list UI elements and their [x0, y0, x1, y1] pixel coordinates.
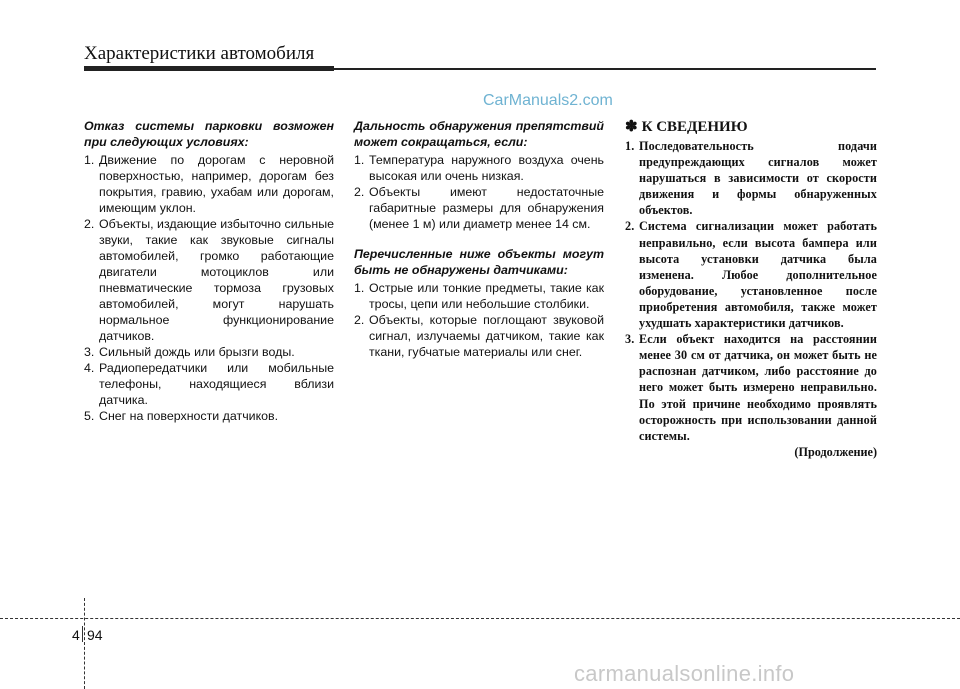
watermark-carmanuals2[interactable]: CarManuals2.com — [483, 92, 613, 109]
list-item: 1. Острые или тонкие предметы, такие как тросы, цепи или небольшие столбики. — [354, 281, 604, 311]
list-item: 2. Система сигнализации может работать неправильно, если высота бампера или высота установки датчика была изменена. Любое дополнительное оборудование, установленное после приобретения автомобиля, также может ухудшать характеристики датчиков. — [625, 219, 877, 331]
column-detection-range — [354, 118, 604, 360]
list-item: 2. Объекты, издающие избыточно сильные звуки, такие как звуковые сигналы автомобилей, громко работающие двигатели мотоциклов или пневматические тормоза грузовых автомобилей, могут нарушать нормальное функционирование датчиков. — [84, 217, 334, 343]
failure-conditions-list — [84, 152, 334, 424]
star-icon: ✽ — [625, 119, 638, 135]
column-notice — [625, 118, 877, 460]
section-heading-detection-range: Дальность обнаружения препятствий может сокращаться, если: — [354, 119, 604, 149]
list-item: 4. Радиопередатчики или мобильные телефоны, находящиеся вблизи датчика. — [84, 361, 334, 407]
continued-label: (Продолжение) — [794, 444, 877, 459]
section-heading-failure-conditions: Отказ системы парковки возможен при следующих условиях: — [84, 119, 334, 149]
watermark-carmanualsonline[interactable]: carmanualsonline.info — [574, 661, 795, 686]
list-item: 2. Объекты имеют недостаточные габаритные размеры для обнаружения (менее 1 м) или диаметр менее 14 см. — [354, 185, 604, 231]
undetected-objects-list — [354, 280, 604, 360]
list-item: 1. Движение по дорогам с неровной поверхностью, например, дорогам без покрытия, гравию, ухабам или дорогам, имеющим уклон. — [84, 153, 334, 215]
list-item: 2. Объекты, которые поглощают звуковой сигнал, излучаемы датчиком, такие как ткани, губчатые материалы или снег. — [354, 313, 604, 359]
column-failure-conditions — [84, 118, 334, 424]
section-heading-undetected-objects: Перечисленные ниже объекты могут быть не обнаружены датчиками: — [354, 247, 604, 277]
header-rule-thick — [84, 66, 334, 71]
notice-heading: ✽ К СВЕДЕНИЮ — [625, 119, 748, 135]
list-item: 5. Снег на поверхности датчиков. — [84, 409, 279, 423]
page-number: 94 — [87, 627, 103, 643]
list-item: 3. Если объект находится на расстоянии менее 30 см от датчика, он может быть не распознан датчиком, либо расстояние до него может быть измерено неправильно. По этой причине необходимо проявлять осторожность при использовании данной системы. — [625, 332, 877, 443]
chapter-number: 4 — [72, 627, 80, 643]
header-rule-thin — [334, 68, 876, 70]
list-item: 1. Температура наружного воздуха очень высокая или очень низкая. — [354, 153, 604, 183]
footer-rule — [0, 618, 960, 619]
detection-range-list — [354, 152, 604, 232]
list-item: 1. Последовательность подачи предупреждающих сигналов может нарушаться в зависимости от скорости движения и формы обнаруженных объектов. — [625, 139, 877, 218]
footer-vertical-rule — [84, 598, 85, 689]
page-header-title: Характеристики автомобиля — [84, 43, 315, 64]
list-item: 3. Сильный дождь или брызги воды. — [84, 345, 295, 359]
notice-list — [625, 138, 877, 444]
page-number-separator — [82, 626, 83, 642]
